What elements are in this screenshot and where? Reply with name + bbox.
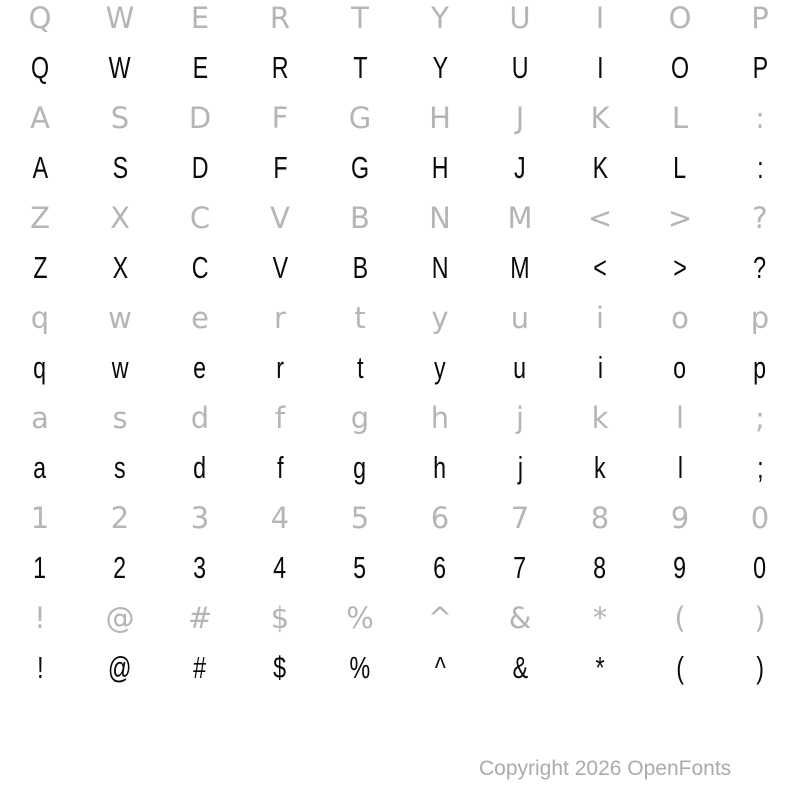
glyph-cell xyxy=(80,543,160,593)
glyph-cell xyxy=(560,93,640,143)
glyph-cell xyxy=(0,193,80,243)
glyph-cell xyxy=(240,193,320,243)
glyph-cell xyxy=(480,493,560,543)
glyph: 1 xyxy=(33,550,47,585)
glyph-cell xyxy=(0,0,80,43)
glyph: Z xyxy=(30,201,50,235)
glyph: O xyxy=(670,50,690,85)
glyph-cell xyxy=(320,143,400,193)
glyph-cell xyxy=(480,193,560,243)
glyph: 1 xyxy=(30,501,50,535)
glyph-cell xyxy=(240,293,320,343)
glyph-row xyxy=(0,93,800,143)
glyph: : xyxy=(755,101,765,135)
glyph-cell xyxy=(560,543,640,593)
glyph: y xyxy=(431,301,449,335)
glyph-cell xyxy=(160,43,240,93)
glyph-cell xyxy=(640,443,720,493)
glyph: Q xyxy=(30,50,50,85)
glyph-cell xyxy=(400,193,480,243)
glyph-cell xyxy=(560,143,640,193)
glyph: ! xyxy=(34,601,46,635)
glyph: f xyxy=(274,401,286,435)
glyph-cell xyxy=(400,393,480,443)
glyph: B xyxy=(350,201,370,235)
glyph: 6 xyxy=(430,501,450,535)
glyph-cell xyxy=(0,343,80,393)
glyph: i xyxy=(597,350,603,385)
glyph: M xyxy=(510,250,530,285)
glyph-cell xyxy=(640,493,720,543)
glyph: ) xyxy=(756,650,764,685)
glyph-cell xyxy=(480,143,560,193)
glyph: a xyxy=(31,401,49,435)
glyph-cell xyxy=(160,243,240,293)
glyph: s xyxy=(114,450,126,485)
glyph: u xyxy=(513,350,527,385)
glyph: S xyxy=(112,150,128,185)
glyph-cell xyxy=(160,593,240,643)
glyph: Y xyxy=(432,50,448,85)
glyph-cell xyxy=(560,643,640,693)
glyph: K xyxy=(592,150,608,185)
glyph-cell xyxy=(0,443,80,493)
glyph-cell xyxy=(160,543,240,593)
glyph: G xyxy=(350,150,370,185)
glyph-cell xyxy=(480,243,560,293)
glyph: 3 xyxy=(190,501,210,535)
glyph: K xyxy=(590,101,610,135)
glyph: I xyxy=(596,50,604,85)
glyph-cell xyxy=(160,343,240,393)
glyph-cell xyxy=(160,443,240,493)
glyph: @ xyxy=(105,601,135,635)
glyph-cell xyxy=(560,343,640,393)
glyph-cell xyxy=(720,243,800,293)
glyph-cell xyxy=(560,393,640,443)
glyph-cell xyxy=(720,143,800,193)
glyph-cell xyxy=(80,293,160,343)
glyph-cell xyxy=(640,543,720,593)
glyph: H xyxy=(429,101,451,135)
copyright-text: Copyright 2026 OpenFonts xyxy=(479,757,732,780)
glyph-cell xyxy=(240,143,320,193)
glyph-cell xyxy=(80,493,160,543)
glyph: M xyxy=(507,201,533,235)
glyph-cell xyxy=(640,193,720,243)
glyph: 8 xyxy=(590,501,610,535)
glyph-cell xyxy=(80,193,160,243)
glyph-cell xyxy=(480,393,560,443)
glyph-cell xyxy=(400,93,480,143)
glyph: r xyxy=(276,350,284,385)
glyph-cell xyxy=(480,0,560,43)
glyph-cell xyxy=(240,0,320,43)
glyph-cell xyxy=(320,443,400,493)
glyph-row xyxy=(0,543,800,593)
glyph: & xyxy=(508,601,532,635)
glyph: l xyxy=(677,450,683,485)
glyph: T xyxy=(351,1,369,35)
glyph-cell xyxy=(80,393,160,443)
glyph-cell xyxy=(720,443,800,493)
glyph: p xyxy=(750,301,770,335)
glyph: ^ xyxy=(434,650,446,685)
glyph-cell xyxy=(240,543,320,593)
glyph: Y xyxy=(431,1,449,35)
glyph: y xyxy=(434,350,446,385)
glyph-cell xyxy=(160,193,240,243)
glyph: 0 xyxy=(753,550,767,585)
glyph: 8 xyxy=(593,550,607,585)
glyph-cell xyxy=(160,393,240,443)
glyph: F xyxy=(272,150,288,185)
glyph: R xyxy=(271,50,289,85)
glyph: d xyxy=(190,401,210,435)
glyph: % xyxy=(349,650,371,685)
glyph: ; xyxy=(756,450,764,485)
glyph-cell xyxy=(240,93,320,143)
glyph: > xyxy=(673,250,687,285)
glyph-cell xyxy=(0,393,80,443)
glyph-cell xyxy=(0,593,80,643)
glyph: S xyxy=(110,101,130,135)
glyph: F xyxy=(271,101,289,135)
glyph: u xyxy=(510,301,530,335)
glyph: j xyxy=(515,401,525,435)
glyph: R xyxy=(269,1,291,35)
glyph-cell xyxy=(720,293,800,343)
glyph: P xyxy=(751,1,769,35)
glyph: C xyxy=(189,201,211,235)
glyph-cell xyxy=(400,293,480,343)
glyph: w xyxy=(111,350,129,385)
glyph: j xyxy=(517,450,523,485)
glyph: ( xyxy=(676,650,684,685)
glyph-row xyxy=(0,143,800,193)
glyph: G xyxy=(348,101,372,135)
glyph-cell xyxy=(400,0,480,43)
glyph: t xyxy=(354,301,366,335)
glyph: L xyxy=(671,101,689,135)
glyph: o xyxy=(671,301,689,335)
glyph-cell xyxy=(240,393,320,443)
glyph-cell xyxy=(400,543,480,593)
glyph: 7 xyxy=(510,501,530,535)
glyph-cell xyxy=(720,593,800,643)
glyph-row xyxy=(0,293,800,343)
glyph-row xyxy=(0,393,800,443)
glyph: r xyxy=(274,301,286,335)
glyph-cell xyxy=(320,343,400,393)
glyph: V xyxy=(272,250,288,285)
glyph: P xyxy=(752,50,768,85)
glyph-cell xyxy=(640,93,720,143)
glyph-cell xyxy=(400,143,480,193)
glyph-row xyxy=(0,493,800,543)
glyph: H xyxy=(431,150,449,185)
glyph: E xyxy=(190,1,210,35)
glyph: N xyxy=(429,201,451,235)
glyph-cell xyxy=(80,0,160,43)
glyph: # xyxy=(193,650,207,685)
glyph: X xyxy=(110,201,130,235)
glyph: ^ xyxy=(427,601,453,635)
glyph: k xyxy=(594,450,606,485)
glyph: * xyxy=(595,650,605,685)
glyph-cell xyxy=(0,543,80,593)
glyph: N xyxy=(431,250,449,285)
glyph-cell xyxy=(320,243,400,293)
glyph: < xyxy=(587,201,613,235)
glyph-cell xyxy=(640,143,720,193)
glyph: > xyxy=(667,201,693,235)
glyph-cell xyxy=(400,343,480,393)
glyph-cell xyxy=(160,93,240,143)
glyph: o xyxy=(673,350,687,385)
glyph-cell xyxy=(0,643,80,693)
glyph-cell xyxy=(720,93,800,143)
glyph: h xyxy=(433,450,447,485)
glyph-cell xyxy=(320,293,400,343)
glyph-cell xyxy=(80,143,160,193)
glyph: e xyxy=(193,350,207,385)
glyph-cell xyxy=(400,443,480,493)
glyph-cell xyxy=(80,343,160,393)
glyph-cell xyxy=(80,243,160,293)
glyph-row xyxy=(0,193,800,243)
glyph-cell xyxy=(640,293,720,343)
glyph-cell xyxy=(720,493,800,543)
glyph-cell xyxy=(560,593,640,643)
glyph: D xyxy=(188,101,212,135)
glyph: e xyxy=(191,301,209,335)
glyph-cell xyxy=(720,193,800,243)
glyph: Z xyxy=(32,250,48,285)
glyph-row xyxy=(0,443,800,493)
glyph: * xyxy=(592,601,608,635)
glyph-cell xyxy=(240,643,320,693)
glyph: ) xyxy=(754,601,766,635)
glyph-cell xyxy=(720,0,800,43)
glyph: 4 xyxy=(273,550,287,585)
glyph-cell xyxy=(320,493,400,543)
glyph: W xyxy=(109,50,131,85)
glyph: & xyxy=(512,650,528,685)
glyph: J xyxy=(514,150,526,185)
glyph-cell xyxy=(720,393,800,443)
glyph-cell xyxy=(320,543,400,593)
glyph-cell xyxy=(480,43,560,93)
glyph-cell xyxy=(320,643,400,693)
glyph-cell xyxy=(400,43,480,93)
glyph-cell xyxy=(480,443,560,493)
glyph: 3 xyxy=(193,550,207,585)
glyph-cell xyxy=(400,243,480,293)
glyph-cell xyxy=(160,293,240,343)
glyph-cell xyxy=(80,443,160,493)
glyph: ? xyxy=(752,201,768,235)
glyph-cell xyxy=(480,93,560,143)
glyph-cell xyxy=(640,593,720,643)
glyph: C xyxy=(191,250,209,285)
glyph-cell xyxy=(480,643,560,693)
glyph: s xyxy=(112,401,128,435)
glyph: 7 xyxy=(513,550,527,585)
glyph-cell xyxy=(160,0,240,43)
glyph: T xyxy=(352,50,368,85)
glyph: a xyxy=(33,450,47,485)
glyph-row xyxy=(0,43,800,93)
glyph-row xyxy=(0,243,800,293)
glyph: i xyxy=(595,301,605,335)
glyph-cell xyxy=(80,43,160,93)
glyph-cell xyxy=(640,643,720,693)
glyph: w xyxy=(108,301,132,335)
glyph-cell xyxy=(560,43,640,93)
glyph-cell xyxy=(0,243,80,293)
glyph: 4 xyxy=(270,501,290,535)
glyph-cell xyxy=(160,143,240,193)
glyph-cell xyxy=(240,493,320,543)
glyph: V xyxy=(270,201,290,235)
glyph: 9 xyxy=(673,550,687,585)
glyph-cell xyxy=(320,593,400,643)
glyph-cell xyxy=(0,93,80,143)
glyph: q xyxy=(33,350,47,385)
glyph: J xyxy=(515,101,525,135)
glyph-cell xyxy=(160,643,240,693)
glyph-cell xyxy=(640,243,720,293)
glyph: ! xyxy=(36,650,44,685)
glyph-cell xyxy=(80,593,160,643)
glyph-row xyxy=(0,643,800,693)
glyph: 5 xyxy=(353,550,367,585)
glyph-cell xyxy=(240,343,320,393)
glyph-cell xyxy=(560,0,640,43)
glyph: B xyxy=(352,250,368,285)
glyph: $ xyxy=(270,601,290,635)
glyph-cell xyxy=(400,493,480,543)
glyph-cell xyxy=(720,43,800,93)
glyph-cell xyxy=(160,493,240,543)
glyph: 2 xyxy=(110,501,130,535)
glyph: f xyxy=(276,450,284,485)
glyph: 0 xyxy=(750,501,770,535)
glyph: ( xyxy=(674,601,686,635)
glyph: # xyxy=(187,601,213,635)
glyph-cell xyxy=(240,243,320,293)
glyph: X xyxy=(112,250,128,285)
glyph: E xyxy=(192,50,208,85)
glyph: p xyxy=(753,350,767,385)
glyph-cell xyxy=(400,643,480,693)
glyph-cell xyxy=(640,43,720,93)
glyph-cell xyxy=(720,343,800,393)
glyph-cell xyxy=(320,93,400,143)
glyph-cell xyxy=(720,643,800,693)
glyph-cell xyxy=(240,593,320,643)
glyph-cell xyxy=(640,0,720,43)
glyph: I xyxy=(595,1,605,35)
glyph: @ xyxy=(108,650,132,685)
glyph-cell xyxy=(240,443,320,493)
glyph: 2 xyxy=(113,550,127,585)
glyph-cell xyxy=(480,293,560,343)
glyph-cell xyxy=(640,393,720,443)
glyph: k xyxy=(591,401,609,435)
glyph: q xyxy=(30,301,50,335)
glyph: 5 xyxy=(350,501,370,535)
glyph-cell xyxy=(480,593,560,643)
glyph-cell xyxy=(400,593,480,643)
glyph: d xyxy=(193,450,207,485)
glyph-cell xyxy=(0,143,80,193)
glyph: g xyxy=(353,450,367,485)
glyph-cell xyxy=(480,543,560,593)
glyph-cell xyxy=(320,193,400,243)
glyph: h xyxy=(430,401,450,435)
glyph-cell xyxy=(720,543,800,593)
glyph-cell xyxy=(320,393,400,443)
glyph: A xyxy=(32,150,48,185)
glyph-cell xyxy=(560,493,640,543)
glyph-cell xyxy=(480,343,560,393)
glyph: l xyxy=(675,401,685,435)
glyph: % xyxy=(346,601,374,635)
glyph: L xyxy=(673,150,687,185)
glyph: 9 xyxy=(670,501,690,535)
glyph: : xyxy=(756,150,764,185)
glyph: 6 xyxy=(433,550,447,585)
glyph-cell xyxy=(0,493,80,543)
glyph: U xyxy=(511,50,529,85)
glyph-cell xyxy=(640,343,720,393)
glyph-cell xyxy=(320,43,400,93)
glyph-cell xyxy=(0,43,80,93)
glyph-cell xyxy=(240,43,320,93)
glyph-cell xyxy=(80,643,160,693)
glyph-row xyxy=(0,0,800,43)
glyph-cell xyxy=(560,293,640,343)
glyph: < xyxy=(593,250,607,285)
glyph: $ xyxy=(273,650,287,685)
glyph: D xyxy=(191,150,209,185)
glyph: W xyxy=(105,1,135,35)
glyph: A xyxy=(30,101,50,135)
glyph-row xyxy=(0,593,800,643)
glyph-row xyxy=(0,343,800,393)
glyph: t xyxy=(356,350,364,385)
glyph: O xyxy=(668,1,692,35)
glyph: U xyxy=(509,1,531,35)
glyph: ? xyxy=(753,250,767,285)
glyph: ; xyxy=(755,401,765,435)
glyph-cell xyxy=(0,293,80,343)
glyph-cell xyxy=(560,243,640,293)
glyph-cell xyxy=(320,0,400,43)
glyph-cell xyxy=(80,93,160,143)
glyph-cell xyxy=(560,193,640,243)
glyph-cell xyxy=(560,443,640,493)
glyph: g xyxy=(350,401,370,435)
glyph: Q xyxy=(28,1,52,35)
